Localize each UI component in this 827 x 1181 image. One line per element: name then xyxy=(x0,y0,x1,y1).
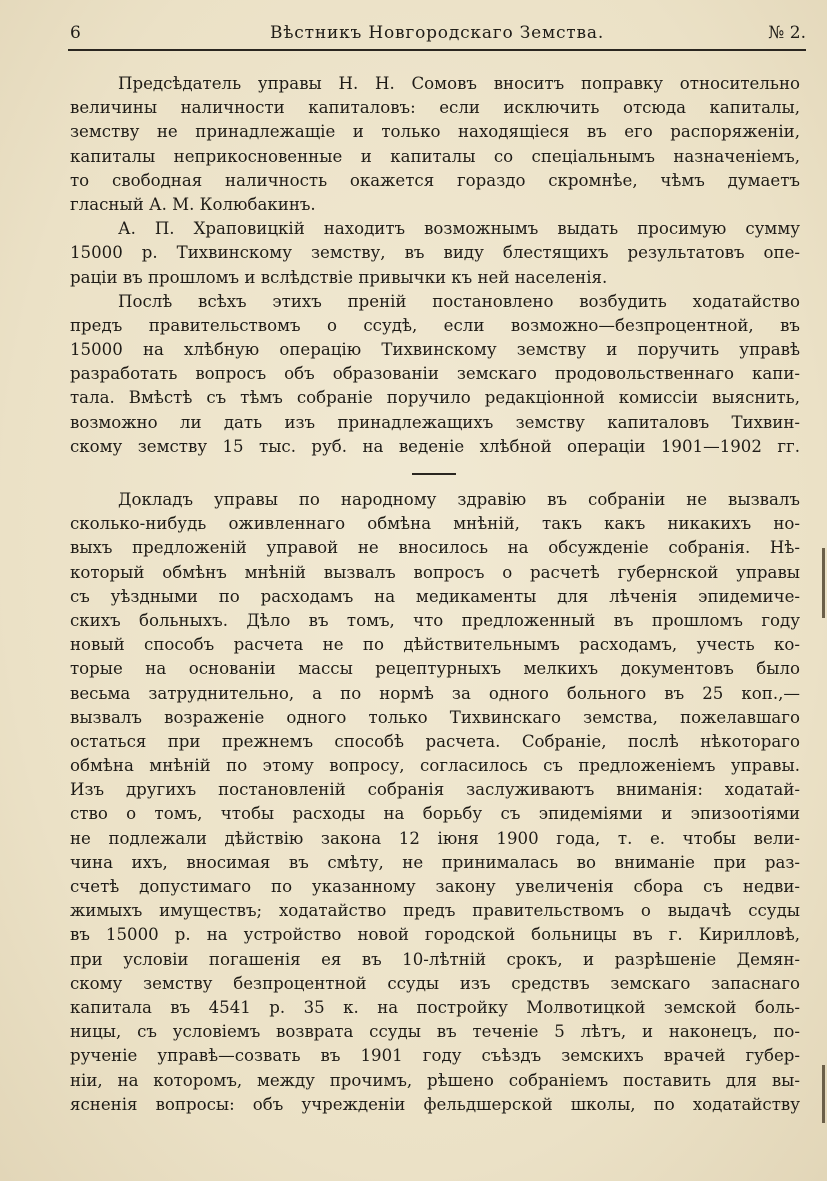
text-line: не подлежали дѣйствію закона 12 іюня 1900 года, т. е. чтобы вели- xyxy=(70,828,800,848)
text-block-1 xyxy=(70,72,800,459)
text-line: скому земству 15 тыс. руб. на веденіе хлѣбной операціи 1901—1902 гг. xyxy=(70,436,800,456)
page-number: 6 xyxy=(70,23,81,43)
text-line: Изъ другихъ постановленій собранія заслуживаютъ вниманія: ходатай- xyxy=(70,780,800,800)
text-line: 15000 на хлѣбную операцію Тихвинскому земству и поручить управѣ xyxy=(70,340,800,360)
journal-title: Вѣстникъ Новгородскаго Земства. xyxy=(269,23,605,43)
text-line: ніи, на которомъ, между прочимъ, рѣшено собраніемъ поставить для вы- xyxy=(70,1070,800,1090)
text-line: при условіи погашенія ея въ 10-лѣтній срокъ, и разрѣшеніе Демян- xyxy=(70,949,800,969)
text-line: торые на основаніи массы рецептурныхъ мелкихъ документовъ было xyxy=(70,659,800,679)
page-edge-mark xyxy=(822,548,825,618)
header-rule xyxy=(68,49,806,51)
text-line: А. П. Храповицкій находитъ возможнымъ выдать просимую сумму xyxy=(118,219,800,239)
text-block-2 xyxy=(70,488,800,1117)
text-line: ясненія вопросы: объ учрежденіи фельдшерской школы, по ходатайству xyxy=(70,1094,800,1114)
text-line: тала. Вмѣстѣ съ тѣмъ собраніе поручило редакціонной комиссіи выяснить, xyxy=(70,388,800,408)
text-line: разработать вопросъ объ образованіи земскаго продовольственнаго капи- xyxy=(70,364,800,384)
text-line: жимыхъ имуществъ; ходатайство предъ правительствомъ о выдачѣ ссуды xyxy=(70,901,800,921)
text-line: гласный А. М. Колюбакинъ. xyxy=(70,194,316,214)
text-line: капиталы неприкосновенные и капиталы со спеціальнымъ назначеніемъ, xyxy=(70,146,800,166)
text-line: величины наличности капиталовъ: если исключить отсюда капиталы, xyxy=(70,98,800,118)
text-line: земству не принадлежащіе и только находящіеся въ его распоряженіи, xyxy=(70,122,800,142)
text-line: раціи въ прошломъ и вслѣдствіе привычки къ ней населенія. xyxy=(70,267,608,287)
text-line: обмѣна мнѣній по этому вопросу, согласилось съ предложеніемъ управы. xyxy=(70,756,800,776)
text-line: новый способъ расчета не по дѣйствительнымъ расходамъ, учесть ко- xyxy=(70,635,800,655)
text-line: счетѣ допустимаго по указанному закону увеличенія сбора съ недви- xyxy=(70,877,800,896)
text-line: Предсѣдатель управы Н. Н. Сомовъ вноситъ поправку относительно xyxy=(118,74,800,93)
text-line: предъ правительствомъ о ссудѣ, если возможно—безпроцентной, въ xyxy=(70,315,800,335)
text-line: Докладъ управы по народному здравію въ собраніи не вызвалъ xyxy=(118,490,800,509)
text-line: Послѣ всѣхъ этихъ преній постановлено возбудить ходатайство xyxy=(118,291,800,311)
text-line: то свободная наличность окажется гораздо скромнѣе, чѣмъ думаетъ xyxy=(70,170,800,190)
text-line: съ уѣздными по расходамъ на медикаменты для лѣченія эпидемиче- xyxy=(70,586,800,606)
text-line: чина ихъ, вносимая въ смѣту, не принималась во вниманіе при раз- xyxy=(70,852,800,872)
issue-number: № 2. xyxy=(768,23,806,43)
text-line: рученіе управѣ—созвать въ 1901 году съѣздъ земскихъ врачей губер- xyxy=(70,1046,800,1066)
text-line: въ 15000 р. на устройство новой городской больницы въ г. Кирилловѣ, xyxy=(70,925,800,945)
text-line: выхъ предложеній управой не вносилось на обсужденіе собранія. Нѣ- xyxy=(70,538,800,558)
text-line: возможно ли дать изъ принадлежащихъ земству капиталовъ Тихвин- xyxy=(70,412,800,432)
page-edge-mark xyxy=(822,1065,825,1123)
text-line: сколько-нибудь оживленнаго обмѣна мнѣній, такъ какъ никакихъ но- xyxy=(70,514,800,534)
text-line: скому земству безпроцентной ссуды изъ средствъ земскаго запаснаго xyxy=(70,973,800,993)
text-line: остаться при прежнемъ способѣ расчета. Собраніе, послѣ нѣкотораго xyxy=(70,731,800,751)
text-line: ницы, съ условіемъ возврата ссуды въ теченіе 5 лѣтъ, и наконецъ, по- xyxy=(70,1022,800,1042)
text-line: весьма затруднительно, а по нормѣ за одного больного въ 25 коп.,— xyxy=(70,683,800,703)
section-separator xyxy=(412,473,456,475)
text-line: который обмѣнъ мнѣній вызвалъ вопросъ о расчетѣ губернской управы xyxy=(70,562,800,582)
text-line: капитала въ 4541 р. 35 к. на постройку Молвотицкой земской боль- xyxy=(70,997,800,1017)
text-line: ство о томъ, чтобы расходы на борьбу съ эпидеміями и эпизоотіями xyxy=(70,804,800,824)
text-line: вызвалъ возраженіе одного только Тихвинскаго земства, пожелавшаго xyxy=(70,707,800,727)
text-line: 15000 р. Тихвинскому земству, въ виду блестящихъ результатовъ опе- xyxy=(70,243,800,263)
running-header xyxy=(68,20,806,46)
text-line: скихъ больныхъ. Дѣло въ томъ, что предложенный въ прошломъ году xyxy=(70,610,800,630)
